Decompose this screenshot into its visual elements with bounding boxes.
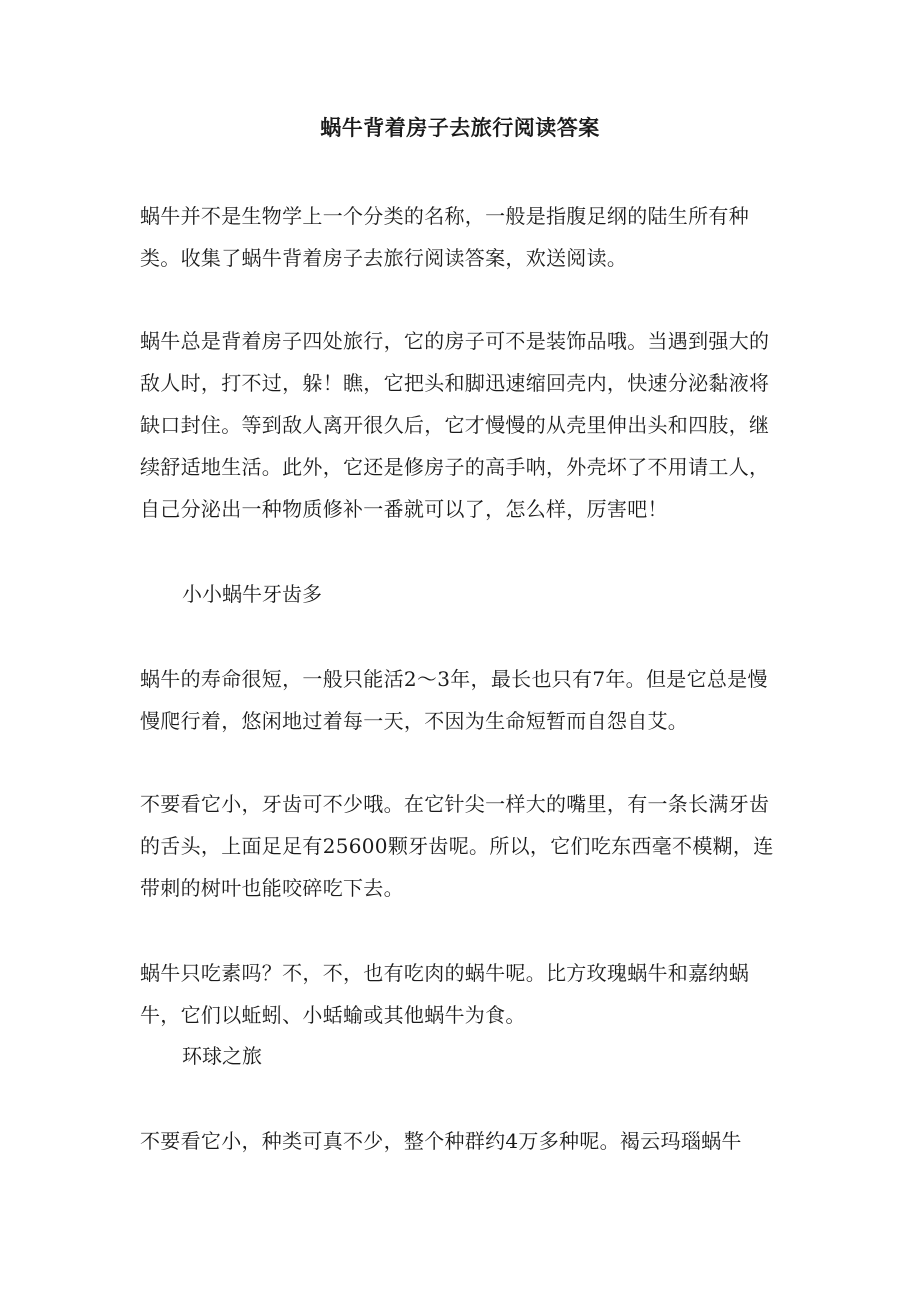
paragraph-teeth: 不要看它小，牙齿可不少哦。在它针尖一样大的嘴里，有一条长满牙齿的舌头，上面足足有25600颗牙齿呢。所以，它们吃东西毫不模糊，连带刺的树叶也能咬碎吃下去。 — [140, 792, 774, 900]
paragraph-species: 不要看它小，种类可真不少，整个种群约4万多种呢。褐云玛瑙蜗牛 — [140, 1129, 742, 1153]
paragraph-lifespan: 蜗牛的寿命很短，一般只能活2～3年，最长也只有7年。但是它总是慢慢爬行着，悠闲地过着每一天，不因为生命短暂而自怨自艾。 — [140, 667, 768, 733]
paragraph-shell: 蜗牛总是背着房子四处旅行，它的房子可不是装饰品哦。当遇到强大的敌人时，打不过，躲！瞧，它把头和脚迅速缩回壳内，快速分泌黏液将缺口封住。等到敌人离开很久后，它才慢慢的从壳里伸出头和四肢，继续舒适地生活。此外，它还是修房子的高手呐，外壳坏了不用请工人，自己分泌出一种物质修补一番就可以了，怎么样，厉害吧！ — [140, 329, 770, 521]
section-heading-travel: 环球之旅 — [182, 1044, 262, 1068]
document-title: 蜗牛背着房子去旅行阅读答案 — [320, 115, 600, 140]
section-heading-teeth: 小小蜗牛牙齿多 — [182, 582, 322, 606]
paragraph-intro: 蜗牛并不是生物学上一个分类的名称，一般是指腹足纲的陆生所有种类。收集了蜗牛背着房子去旅行阅读答案，欢送阅读。 — [140, 204, 749, 270]
paragraph-diet: 蜗牛只吃素吗？不，不，也有吃肉的蜗牛呢。比方玫瑰蜗牛和嘉纳蜗牛，它们以蚯蚓、小蛞蝓或其他蜗牛为食。 — [140, 961, 749, 1027]
